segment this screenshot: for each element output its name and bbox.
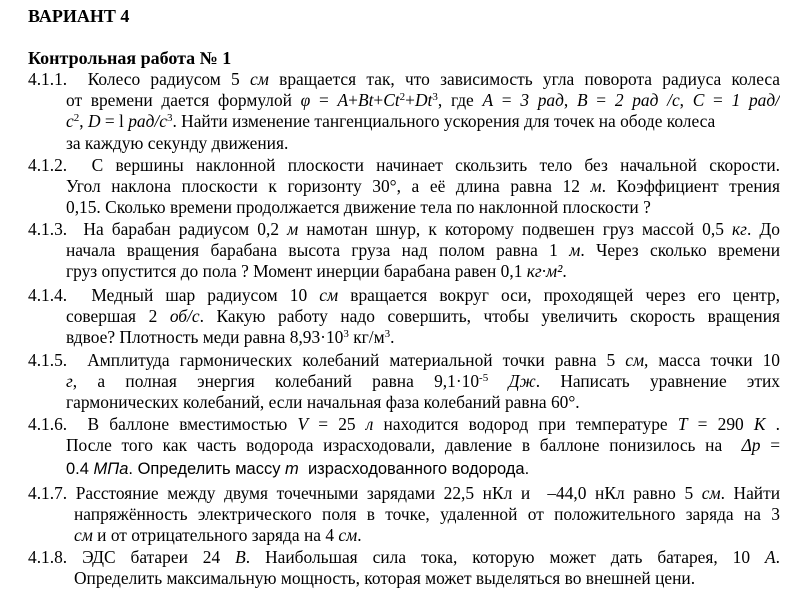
problem-4-1-1: 4.1.1. Колесо радиусом 5 см вращается так, что зависимость угла поворота радиуса колеса от времени дается формулой $\varphi = A+Bt+Ct^2+Dt^3$, где A = 3 рад, B = 2 рад /с, C = 1 рад/ $с^2$, D = l рад/$с^3$. Найти изменение тангенциального ускорения для точек на ободе колеса за каждую секунду движения. — [28, 69, 780, 153]
problem-number: 4.1.6. — [28, 414, 68, 434]
problem-4-1-7: 4.1.7. Расстояние между двумя точечными зарядами 22,5 нКл и –44,0 нКл равно 5 см. Найти напряжённость электрического поля в точке, удаленной от положительного заряда на 3 см и от отрицательного заряда на 4 см. — [28, 483, 780, 546]
problem-4-1-6: 4.1.6. В баллоне вместимостью V = 25 л находится водород при температуре T = 290 К . После того как часть водорода израсходовали, давление в баллоне понизилось на Δp = 0.4 МПа. Определить массу m израсходованного водорода. — [28, 414, 780, 479]
section-title: Контрольная работа № 1 — [28, 48, 232, 68]
problem-number: 4.1.2. — [28, 155, 68, 175]
problem-4-1-8: 4.1.8. ЭДС батареи 24 В. Наибольшая сила тока, которую может дать батарея, 10 А. Определить максимальную мощность, которая может выделяться во внешней цени. — [28, 547, 780, 589]
problem-number: 4.1.4. — [28, 285, 68, 305]
problem-4-1-5: 4.1.5. Амплитуда гармонических колебаний материальной точки равна 5 см, масса точки 10 г, а полная энергия колебаний равна $9,1\cdot 10^{-5}$ Дж. Написать уравнение этих гармонических колебаний, если начальная фаза колебаний равна 60°. — [28, 350, 780, 413]
problem-4-1-3: 4.1.3. На барабан радиусом 0,2 м намотан шнур, к которому подвешен груз массой 0,5 кг. До начала вращения барабана высота груза над полом равна 1 м. Через сколько времени груз опустится до пола ? Момент инерции барабана равен 0,1 кг·м². — [28, 219, 780, 282]
problem-number: 4.1.8. — [28, 547, 68, 567]
problem-4-1-4: 4.1.4. Медный шар радиусом 10 см вращается вокруг оси, проходящей через его центр, совершая 2 об/с. Какую работу надо совершить, чтобы увеличить скорость вращения вдвое? Плотность меди равна $8,93\cdot 10^3$ $кг/м^3$. — [28, 285, 780, 348]
problem-number: 4.1.1. — [28, 69, 68, 89]
problem-number: 4.1.7. — [28, 483, 68, 503]
problem-number: 4.1.3. — [28, 219, 68, 239]
problem-4-1-2: 4.1.2. С вершины наклонной плоскости начинает скользить тело без начальной скорости. Угол наклона плоскости к горизонту 30°, а её длина равна 12 м. Коэффициент трения 0,15. Сколько времени продолжается движение тела по наклонной плоскости ? — [28, 155, 780, 218]
problem-number: 4.1.5. — [28, 350, 68, 370]
variant-title: ВАРИАНТ 4 — [28, 6, 130, 26]
